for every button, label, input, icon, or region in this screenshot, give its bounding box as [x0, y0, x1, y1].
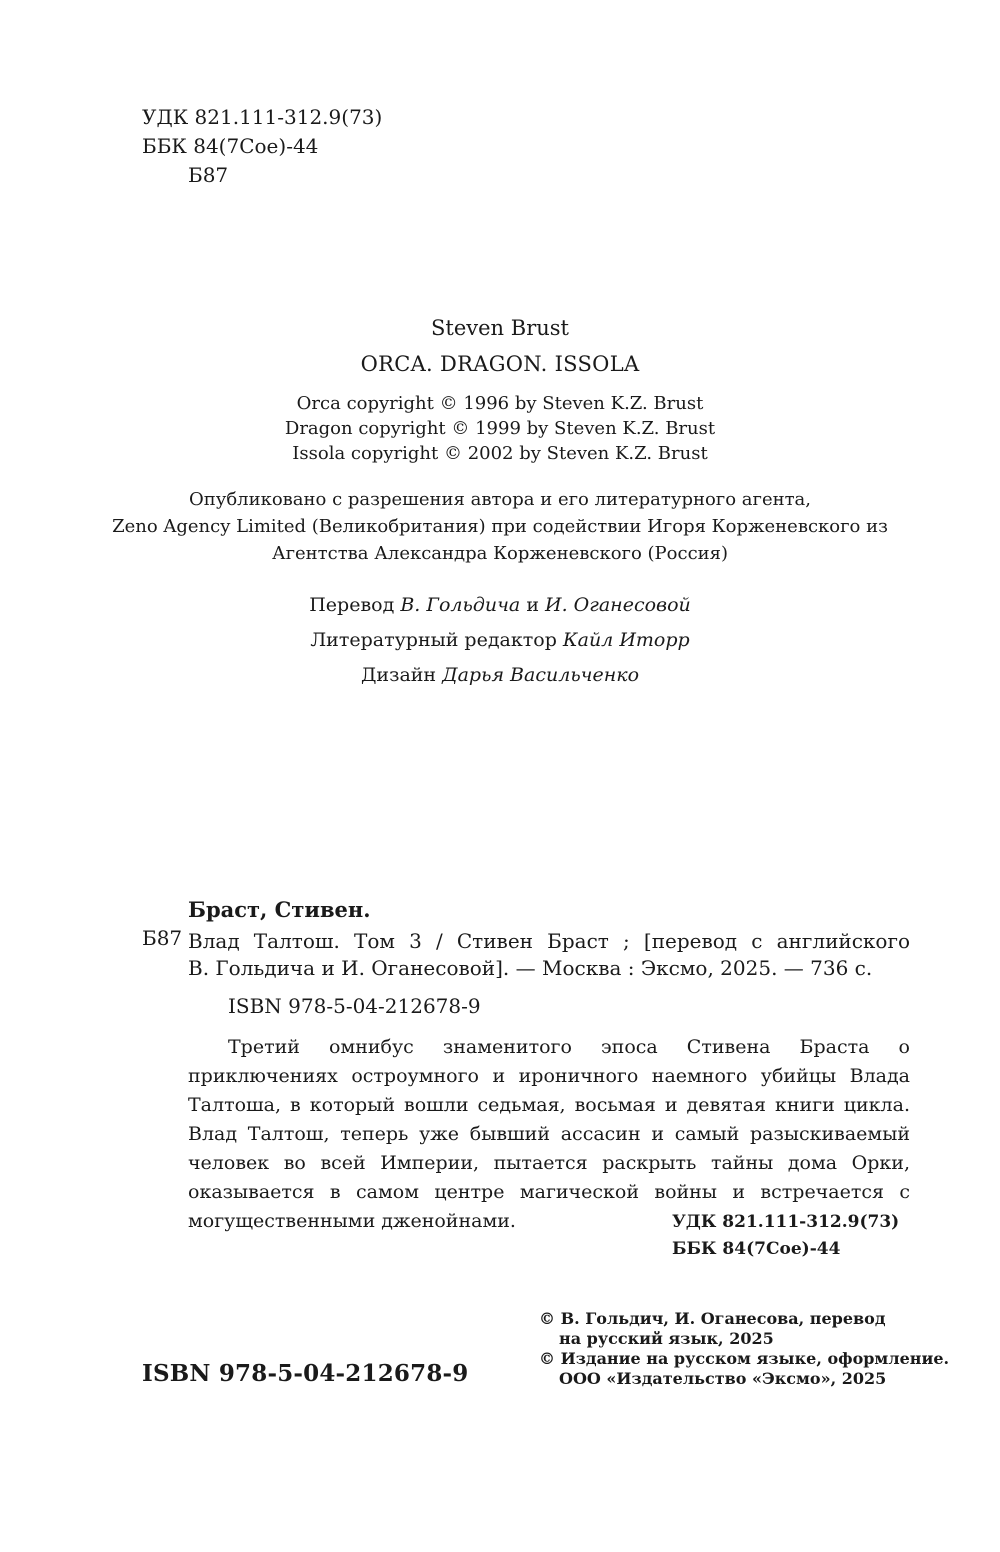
- author-mark: Б87: [188, 163, 229, 187]
- credits: [0, 588, 1000, 693]
- published-line: Zeno Agency Limited (Великобритания) при содействии Игоря Корженевского из: [112, 516, 888, 537]
- classification-codes: [142, 103, 382, 190]
- classification-codes-bold: [672, 1209, 899, 1263]
- copyright-line: Orca copyright © 1996 by Steven K.Z. Brust: [296, 393, 704, 414]
- translation-copyright: [539, 1309, 949, 1389]
- original-copyrights: [0, 391, 1000, 466]
- translation-credit: [0, 588, 1000, 623]
- copyright-line: ООО «Издательство «Эксмо», 2025: [559, 1369, 887, 1388]
- catalog-line-1: Влад Талтош. Том 3 / Стивен Браст ; [перевод с английского: [188, 929, 910, 953]
- udk-code: УДК 821.111-312.9(73): [142, 105, 383, 129]
- design-label: Дизайн: [360, 664, 437, 686]
- udk-code-bold: УДК 821.111-312.9(73): [672, 1212, 900, 1232]
- isbn-bold: ISBN 978-5-04-212678-9: [142, 1360, 469, 1387]
- and-word: и: [526, 594, 539, 616]
- editor-name: Кайл Иторр: [562, 629, 690, 651]
- bbk-code-bold: ББК 84(7Сое)-44: [672, 1239, 841, 1259]
- editor-credit: [0, 623, 1000, 658]
- copyright-line: Dragon copyright © 1999 by Steven K.Z. Brust: [284, 418, 716, 439]
- published-line: Опубликовано с разрешения автора и его литературного агента,: [188, 489, 812, 510]
- catalog-line-2: В. Гольдича и И. Оганесовой]. — Москва : Эксмо, 2025. — 736 с.: [188, 956, 873, 980]
- designer-name: Дарья Васильченко: [442, 664, 640, 686]
- original-author: Steven Brust: [431, 316, 569, 340]
- copyright-line: © В. Гольдич, И. Оганесова, перевод: [539, 1309, 886, 1328]
- original-title: ORCA. DRAGON. ISSOLA: [360, 352, 640, 376]
- translator-1: В. Гольдича: [400, 594, 521, 616]
- catalog-code: Б87: [142, 926, 183, 950]
- copyright-line: Issola copyright © 2002 by Steven K.Z. Brust: [292, 443, 708, 464]
- bbk-code: ББК 84(7Сое)-44: [142, 134, 319, 158]
- translation-label: Перевод: [309, 594, 395, 616]
- translator-2: И. Оганесовой: [545, 594, 691, 616]
- design-credit: [0, 658, 1000, 693]
- annotation: Третий омнибус знаменитого эпоса Стивена Браста о приключениях остроумного и ироничного наемного убийцы Влада Талтоша, в который вошли седьмая, восьмая и девятая книги цикла. Влад Талтош, теперь уже бывший ассасин и самый разыскиваемый человек во всей Империи, пытается раскрыть тайны дома Орки, оказывается в самом центре магической войны и встречается с могущественными дженойнами.: [188, 1036, 910, 1232]
- catalog-isbn: ISBN 978-5-04-212678-9: [228, 994, 481, 1018]
- editor-label: Литературный редактор: [310, 629, 557, 651]
- published-line: Агентства Александра Корженевского (Россия): [271, 543, 729, 564]
- copyright-line: © Издание на русском языке, оформление.: [539, 1349, 950, 1368]
- published-note: [0, 486, 1000, 567]
- copyright-line: на русский язык, 2025: [559, 1329, 774, 1348]
- catalog-author: Браст, Стивен.: [188, 897, 371, 922]
